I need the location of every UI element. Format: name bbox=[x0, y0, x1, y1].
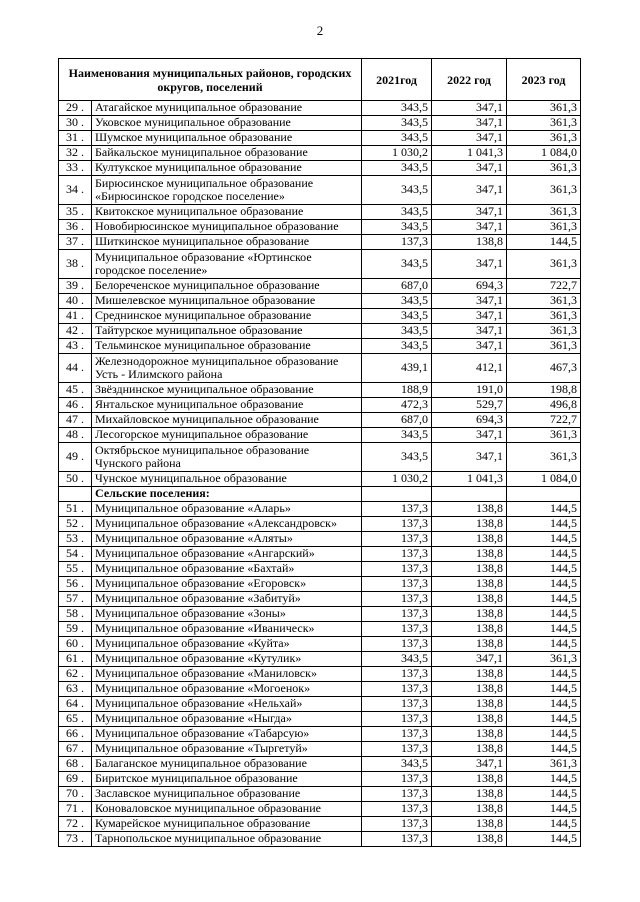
value-2021: 687,0 bbox=[362, 413, 432, 428]
value-2022: 138,8 bbox=[432, 787, 507, 802]
table-row bbox=[59, 697, 581, 712]
value-2021: 343,5 bbox=[362, 205, 432, 220]
page-number: 2 bbox=[316, 23, 324, 38]
value-2021: 343,5 bbox=[362, 176, 432, 205]
municipality-name: Байкальское муниципальное образование bbox=[92, 146, 362, 161]
value-2021: 343,5 bbox=[362, 250, 432, 279]
table-row bbox=[59, 443, 581, 472]
municipality-name: Шумское муниципальное образование bbox=[92, 131, 362, 146]
municipality-name: Среднинское муниципальное образование bbox=[92, 309, 362, 324]
municipality-name: Муниципальное образование «Забитуй» bbox=[92, 592, 362, 607]
value-2022: 138,8 bbox=[432, 697, 507, 712]
value-2022: 529,7 bbox=[432, 398, 507, 413]
value-2023: 722,7 bbox=[507, 279, 581, 294]
value-2023: 361,3 bbox=[507, 205, 581, 220]
municipality-name: Мишелевское муниципальное образование bbox=[92, 294, 362, 309]
value-2021: 343,5 bbox=[362, 324, 432, 339]
value-2022: 347,1 bbox=[432, 652, 507, 667]
row-number: 56 . bbox=[59, 577, 92, 592]
value-2022: 138,8 bbox=[432, 802, 507, 817]
value-2021: 343,5 bbox=[362, 652, 432, 667]
value-2022: 138,8 bbox=[432, 772, 507, 787]
table-row bbox=[59, 622, 581, 637]
value-2021: 137,3 bbox=[362, 832, 432, 847]
municipality-name: Тарнопольское муниципальное образование bbox=[92, 832, 362, 847]
empty-cell bbox=[362, 487, 432, 502]
value-2023: 198,8 bbox=[507, 383, 581, 398]
value-2022: 138,8 bbox=[432, 712, 507, 727]
municipality-name: Заславское муниципальное образование bbox=[92, 787, 362, 802]
row-number: 66 . bbox=[59, 727, 92, 742]
table-row bbox=[59, 577, 581, 592]
value-2023: 144,5 bbox=[507, 607, 581, 622]
table-row bbox=[59, 413, 581, 428]
municipality-name: Михайловское муниципальное образование bbox=[92, 413, 362, 428]
value-2023: 144,5 bbox=[507, 517, 581, 532]
value-2022: 1 041,3 bbox=[432, 472, 507, 487]
value-2023: 144,5 bbox=[507, 832, 581, 847]
section-title: Сельские поселения: bbox=[92, 487, 362, 502]
budget-table bbox=[58, 58, 581, 847]
value-2022: 347,1 bbox=[432, 250, 507, 279]
municipality-name: Муниципальное образование «Бахтай» bbox=[92, 562, 362, 577]
value-2023: 144,5 bbox=[507, 502, 581, 517]
value-2021: 343,5 bbox=[362, 161, 432, 176]
value-2023: 361,3 bbox=[507, 116, 581, 131]
municipality-name: Муниципальное образование «Ангарский» bbox=[92, 547, 362, 562]
row-number: 52 . bbox=[59, 517, 92, 532]
value-2022: 138,8 bbox=[432, 547, 507, 562]
value-2021: 137,3 bbox=[362, 577, 432, 592]
row-number: 63 . bbox=[59, 682, 92, 697]
value-2021: 137,3 bbox=[362, 802, 432, 817]
value-2021: 137,3 bbox=[362, 502, 432, 517]
value-2023: 361,3 bbox=[507, 101, 581, 116]
table-row bbox=[59, 547, 581, 562]
value-2022: 138,8 bbox=[432, 592, 507, 607]
value-2023: 496,8 bbox=[507, 398, 581, 413]
municipality-name: Кумарейское муниципальное образование bbox=[92, 817, 362, 832]
table-row bbox=[59, 772, 581, 787]
value-2022: 347,1 bbox=[432, 339, 507, 354]
empty-cell bbox=[432, 487, 507, 502]
value-2023: 144,5 bbox=[507, 592, 581, 607]
value-2022: 347,1 bbox=[432, 176, 507, 205]
value-2022: 347,1 bbox=[432, 294, 507, 309]
municipality-name: Балаганское муниципальное образование bbox=[92, 757, 362, 772]
value-2023: 361,3 bbox=[507, 176, 581, 205]
empty-cell bbox=[507, 487, 581, 502]
value-2022: 694,3 bbox=[432, 413, 507, 428]
value-2021: 343,5 bbox=[362, 220, 432, 235]
row-number: 51 . bbox=[59, 502, 92, 517]
value-2021: 188,9 bbox=[362, 383, 432, 398]
row-number: 69 . bbox=[59, 772, 92, 787]
value-2022: 138,8 bbox=[432, 562, 507, 577]
row-number: 44 . bbox=[59, 354, 92, 383]
municipality-name: Култукское муниципальное образование bbox=[92, 161, 362, 176]
row-number: 62 . bbox=[59, 667, 92, 682]
table-row bbox=[59, 592, 581, 607]
municipality-name: Тельминское муниципальное образование bbox=[92, 339, 362, 354]
value-2022: 347,1 bbox=[432, 205, 507, 220]
row-number: 32 . bbox=[59, 146, 92, 161]
value-2023: 1 084,0 bbox=[507, 146, 581, 161]
value-2022: 1 041,3 bbox=[432, 146, 507, 161]
row-number: 39 . bbox=[59, 279, 92, 294]
value-2022: 138,8 bbox=[432, 667, 507, 682]
value-2023: 361,3 bbox=[507, 131, 581, 146]
row-number: 65 . bbox=[59, 712, 92, 727]
municipality-name: Белореченское муниципальное образование bbox=[92, 279, 362, 294]
value-2023: 144,5 bbox=[507, 562, 581, 577]
table-row bbox=[59, 742, 581, 757]
table-row bbox=[59, 398, 581, 413]
value-2021: 137,3 bbox=[362, 772, 432, 787]
value-2022: 694,3 bbox=[432, 279, 507, 294]
value-2022: 347,1 bbox=[432, 757, 507, 772]
table-row bbox=[59, 652, 581, 667]
value-2021: 137,3 bbox=[362, 607, 432, 622]
table-row bbox=[59, 116, 581, 131]
row-number: 34 . bbox=[59, 176, 92, 205]
table-row bbox=[59, 532, 581, 547]
value-2022: 347,1 bbox=[432, 101, 507, 116]
value-2021: 1 030,2 bbox=[362, 146, 432, 161]
value-2022: 138,8 bbox=[432, 727, 507, 742]
value-2021: 343,5 bbox=[362, 309, 432, 324]
municipality-name: Лесогорское муниципальное образование bbox=[92, 428, 362, 443]
value-2021: 1 030,2 bbox=[362, 472, 432, 487]
row-number: 61 . bbox=[59, 652, 92, 667]
municipality-name: Муниципальное образование «Тыргетуй» bbox=[92, 742, 362, 757]
value-2023: 361,3 bbox=[507, 161, 581, 176]
row-number: 30 . bbox=[59, 116, 92, 131]
value-2021: 439,1 bbox=[362, 354, 432, 383]
table-row bbox=[59, 562, 581, 577]
row-number: 58 . bbox=[59, 607, 92, 622]
table-row bbox=[59, 757, 581, 772]
table-row bbox=[59, 250, 581, 279]
row-number: 38 . bbox=[59, 250, 92, 279]
municipality-name: Муниципальное образование «Иваническ» bbox=[92, 622, 362, 637]
value-2021: 343,5 bbox=[362, 428, 432, 443]
row-number: 68 . bbox=[59, 757, 92, 772]
table-body bbox=[59, 101, 581, 847]
municipality-name: Муниципальное образование «Табарсую» bbox=[92, 727, 362, 742]
value-2023: 144,5 bbox=[507, 622, 581, 637]
value-2022: 138,8 bbox=[432, 742, 507, 757]
table-row bbox=[59, 309, 581, 324]
table-row bbox=[59, 472, 581, 487]
table-row bbox=[59, 832, 581, 847]
value-2021: 137,3 bbox=[362, 562, 432, 577]
municipality-name: Новобирюсинское муниципальное образование bbox=[92, 220, 362, 235]
value-2021: 137,3 bbox=[362, 712, 432, 727]
value-2021: 137,3 bbox=[362, 682, 432, 697]
value-2023: 361,3 bbox=[507, 443, 581, 472]
table-row bbox=[59, 383, 581, 398]
value-2023: 144,5 bbox=[507, 742, 581, 757]
row-number bbox=[59, 487, 92, 502]
value-2022: 138,8 bbox=[432, 235, 507, 250]
table-row bbox=[59, 101, 581, 116]
value-2021: 343,5 bbox=[362, 116, 432, 131]
municipality-name: Муниципальное образование «Маниловск» bbox=[92, 667, 362, 682]
value-2021: 137,3 bbox=[362, 517, 432, 532]
value-2023: 361,3 bbox=[507, 250, 581, 279]
municipality-name: Муниципальное образование «Могоенок» bbox=[92, 682, 362, 697]
value-2021: 343,5 bbox=[362, 757, 432, 772]
municipality-name: Янтальское муниципальное образование bbox=[92, 398, 362, 413]
value-2021: 343,5 bbox=[362, 131, 432, 146]
value-2021: 137,3 bbox=[362, 637, 432, 652]
row-number: 72 . bbox=[59, 817, 92, 832]
value-2023: 144,5 bbox=[507, 682, 581, 697]
row-number: 57 . bbox=[59, 592, 92, 607]
value-2023: 722,7 bbox=[507, 413, 581, 428]
value-2022: 138,8 bbox=[432, 637, 507, 652]
section-row bbox=[59, 487, 581, 502]
table-row bbox=[59, 161, 581, 176]
municipality-name: Октябрьское муниципальное образование Чунского района bbox=[92, 443, 362, 472]
value-2021: 343,5 bbox=[362, 339, 432, 354]
value-2022: 347,1 bbox=[432, 161, 507, 176]
row-number: 49 . bbox=[59, 443, 92, 472]
value-2021: 137,3 bbox=[362, 667, 432, 682]
table-row bbox=[59, 517, 581, 532]
value-2022: 138,8 bbox=[432, 517, 507, 532]
value-2023: 144,5 bbox=[507, 637, 581, 652]
table-row bbox=[59, 727, 581, 742]
value-2022: 347,1 bbox=[432, 309, 507, 324]
value-2021: 137,3 bbox=[362, 817, 432, 832]
municipality-name: Железнодорожное муниципальное образование Усть - Илимского района bbox=[92, 354, 362, 383]
row-number: 70 . bbox=[59, 787, 92, 802]
value-2022: 347,1 bbox=[432, 116, 507, 131]
value-2022: 138,8 bbox=[432, 607, 507, 622]
row-number: 29 . bbox=[59, 101, 92, 116]
value-2021: 137,3 bbox=[362, 697, 432, 712]
value-2022: 191,0 bbox=[432, 383, 507, 398]
table-row bbox=[59, 339, 581, 354]
value-2022: 138,8 bbox=[432, 502, 507, 517]
value-2022: 138,8 bbox=[432, 682, 507, 697]
value-2021: 343,5 bbox=[362, 443, 432, 472]
table-row bbox=[59, 802, 581, 817]
header-2022: 2022 год bbox=[432, 59, 507, 101]
value-2022: 412,1 bbox=[432, 354, 507, 383]
value-2023: 144,5 bbox=[507, 712, 581, 727]
row-number: 35 . bbox=[59, 205, 92, 220]
table-row bbox=[59, 428, 581, 443]
municipality-name: Муниципальное образование «Кутулик» bbox=[92, 652, 362, 667]
value-2022: 138,8 bbox=[432, 817, 507, 832]
row-number: 36 . bbox=[59, 220, 92, 235]
row-number: 47 . bbox=[59, 413, 92, 428]
row-number: 53 . bbox=[59, 532, 92, 547]
value-2021: 343,5 bbox=[362, 294, 432, 309]
table-row bbox=[59, 817, 581, 832]
table-row bbox=[59, 294, 581, 309]
value-2023: 144,5 bbox=[507, 787, 581, 802]
table-row bbox=[59, 787, 581, 802]
value-2023: 467,3 bbox=[507, 354, 581, 383]
value-2021: 137,3 bbox=[362, 742, 432, 757]
value-2021: 343,5 bbox=[362, 101, 432, 116]
value-2021: 137,3 bbox=[362, 787, 432, 802]
row-number: 50 . bbox=[59, 472, 92, 487]
table-row bbox=[59, 235, 581, 250]
value-2021: 472,3 bbox=[362, 398, 432, 413]
value-2023: 361,3 bbox=[507, 652, 581, 667]
row-number: 59 . bbox=[59, 622, 92, 637]
municipality-name: Тайтурское муниципальное образование bbox=[92, 324, 362, 339]
value-2022: 138,8 bbox=[432, 622, 507, 637]
header-2021: 2021год bbox=[362, 59, 432, 101]
value-2022: 347,1 bbox=[432, 443, 507, 472]
table-row bbox=[59, 146, 581, 161]
table-row bbox=[59, 176, 581, 205]
row-number: 37 . bbox=[59, 235, 92, 250]
value-2023: 361,3 bbox=[507, 220, 581, 235]
value-2023: 144,5 bbox=[507, 532, 581, 547]
municipality-name: Муниципальное образование «Юртинское городское поселение» bbox=[92, 250, 362, 279]
table-row bbox=[59, 324, 581, 339]
municipality-name: Звёзднинское муниципальное образование bbox=[92, 383, 362, 398]
row-number: 60 . bbox=[59, 637, 92, 652]
municipality-name: Атагайское муниципальное образование bbox=[92, 101, 362, 116]
value-2023: 144,5 bbox=[507, 802, 581, 817]
row-number: 48 . bbox=[59, 428, 92, 443]
table-row bbox=[59, 637, 581, 652]
value-2023: 144,5 bbox=[507, 667, 581, 682]
municipality-name: Бирюсинское муниципальное образование «Бирюсинское городское поселение» bbox=[92, 176, 362, 205]
header-2023: 2023 год bbox=[507, 59, 581, 101]
row-number: 73 . bbox=[59, 832, 92, 847]
municipality-name: Муниципальное образование «Зоны» bbox=[92, 607, 362, 622]
value-2022: 138,8 bbox=[432, 532, 507, 547]
value-2022: 347,1 bbox=[432, 428, 507, 443]
row-number: 67 . bbox=[59, 742, 92, 757]
municipality-name: Чунское муниципальное образование bbox=[92, 472, 362, 487]
table-header-row bbox=[59, 59, 581, 101]
value-2021: 137,3 bbox=[362, 727, 432, 742]
value-2022: 347,1 bbox=[432, 220, 507, 235]
row-number: 64 . bbox=[59, 697, 92, 712]
value-2021: 137,3 bbox=[362, 547, 432, 562]
value-2023: 144,5 bbox=[507, 697, 581, 712]
row-number: 41 . bbox=[59, 309, 92, 324]
municipality-name: Коноваловское муниципальное образование bbox=[92, 802, 362, 817]
value-2021: 137,3 bbox=[362, 592, 432, 607]
row-number: 45 . bbox=[59, 383, 92, 398]
municipality-name: Уковское муниципальное образование bbox=[92, 116, 362, 131]
value-2023: 144,5 bbox=[507, 577, 581, 592]
row-number: 46 . bbox=[59, 398, 92, 413]
municipality-name: Муниципальное образование «Александровск» bbox=[92, 517, 362, 532]
value-2023: 1 084,0 bbox=[507, 472, 581, 487]
row-number: 33 . bbox=[59, 161, 92, 176]
value-2023: 144,5 bbox=[507, 727, 581, 742]
table-row bbox=[59, 712, 581, 727]
value-2021: 137,3 bbox=[362, 532, 432, 547]
municipality-name: Квитокское муниципальное образование bbox=[92, 205, 362, 220]
municipality-name: Муниципальное образование «Ныгда» bbox=[92, 712, 362, 727]
value-2023: 144,5 bbox=[507, 547, 581, 562]
row-number: 42 . bbox=[59, 324, 92, 339]
municipality-name: Муниципальное образование «Аляты» bbox=[92, 532, 362, 547]
municipality-name: Муниципальное образование «Нельхай» bbox=[92, 697, 362, 712]
value-2021: 137,3 bbox=[362, 622, 432, 637]
value-2023: 361,3 bbox=[507, 339, 581, 354]
table-row bbox=[59, 205, 581, 220]
value-2023: 361,3 bbox=[507, 309, 581, 324]
row-number: 55 . bbox=[59, 562, 92, 577]
value-2023: 361,3 bbox=[507, 324, 581, 339]
value-2022: 347,1 bbox=[432, 131, 507, 146]
municipality-name: Биритское муниципальное образование bbox=[92, 772, 362, 787]
value-2023: 361,3 bbox=[507, 757, 581, 772]
table-row bbox=[59, 279, 581, 294]
municipality-name: Шиткинское муниципальное образование bbox=[92, 235, 362, 250]
table-row bbox=[59, 220, 581, 235]
value-2023: 361,3 bbox=[507, 428, 581, 443]
table-row bbox=[59, 354, 581, 383]
value-2022: 138,8 bbox=[432, 577, 507, 592]
value-2021: 137,3 bbox=[362, 235, 432, 250]
value-2021: 687,0 bbox=[362, 279, 432, 294]
municipality-name: Муниципальное образование «Аларь» bbox=[92, 502, 362, 517]
table-row bbox=[59, 502, 581, 517]
row-number: 40 . bbox=[59, 294, 92, 309]
row-number: 43 . bbox=[59, 339, 92, 354]
header-name-column: Наименования муниципальных районов, городских округов, поселений bbox=[59, 59, 362, 101]
municipality-name: Муниципальное образование «Егоровск» bbox=[92, 577, 362, 592]
value-2023: 144,5 bbox=[507, 235, 581, 250]
table-row bbox=[59, 607, 581, 622]
table-row bbox=[59, 131, 581, 146]
table-row bbox=[59, 667, 581, 682]
value-2022: 347,1 bbox=[432, 324, 507, 339]
table-row bbox=[59, 682, 581, 697]
value-2023: 144,5 bbox=[507, 817, 581, 832]
municipality-name: Муниципальное образование «Куйта» bbox=[92, 637, 362, 652]
value-2023: 144,5 bbox=[507, 772, 581, 787]
row-number: 31 . bbox=[59, 131, 92, 146]
row-number: 54 . bbox=[59, 547, 92, 562]
row-number: 71 . bbox=[59, 802, 92, 817]
value-2022: 138,8 bbox=[432, 832, 507, 847]
value-2023: 361,3 bbox=[507, 294, 581, 309]
